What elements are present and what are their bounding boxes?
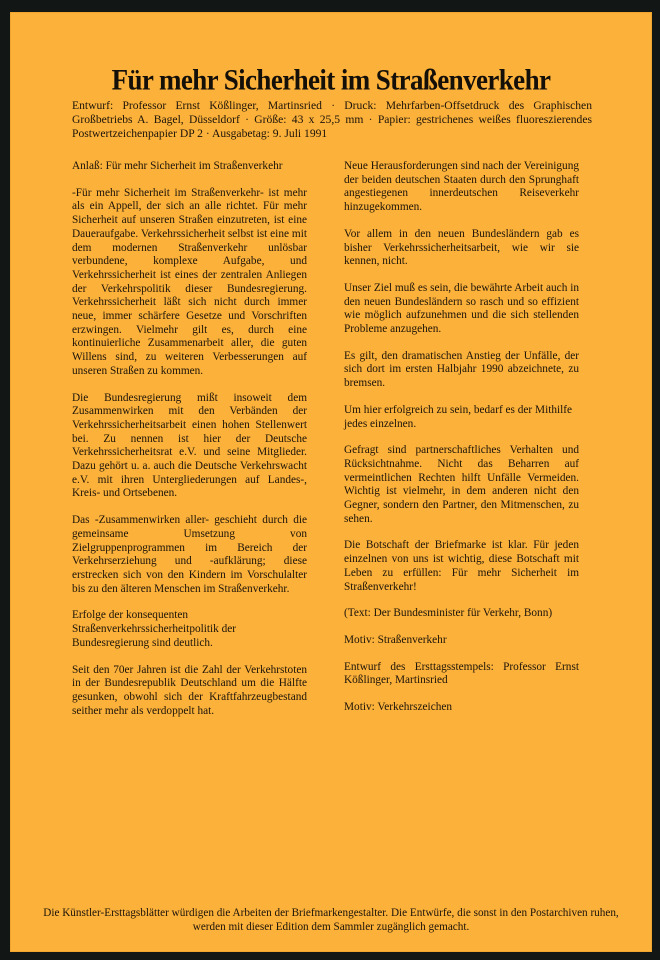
document-sheet [10,12,652,952]
paragraph: Neue Herausforderungen sind nach der Vereinigung der beiden deutschen Staaten durch den Sprunghaft angestiegenen innerdeutschen Reiseverkehr hinzugekommen. [344,160,579,214]
stamp-specifications: Entwurf: Professor Ernst Kößlinger, Martinsried · Druck: Mehrfarben-Offsetdruck des Graphischen Großbetriebs A. Bagel, Düsseldorf · Größe: 43 x 25,5 mm · Papier: gestrichenes weißes fluoreszierendes Postwertzeichenpapier DP 2 · Ausgabetag: 9. Juli 1991 [72,99,592,140]
paragraph: Gefragt sind partnerschaftliches Verhalten und Rücksichtnahme. Nicht das Beharren auf vermeintlichen Rechten hilft Unfälle Vermeiden. Wichtig ist vielmehr, in dem anderen nicht den Gegner, sondern den Partner, den Mitmenschen, zu sehen. [344,444,579,525]
left-column [72,160,307,731]
right-column [344,160,579,728]
paragraph: Erfolge der konsequenten Straßenverkehrssicherheitpolitik der Bundesregierung sind deutlich. [72,609,237,649]
paragraph: Die Bundesregierung mißt insoweit dem Zusammenwirken mit den Verbänden der Verkehrssicherheitsarbeit einen hohen Stellenwert bei. Zu nennen ist hier der Deutsche Verkehrssicherheitsrat e.V. und seine Mitglieder. Dazu gehört u. a. auch die Deutsche Verkehrswacht e.V. mit ihren Untergliederungen auf Landes-, Kreis- und Ortsebenen. [72,391,307,500]
paragraph: Um hier erfolgreich zu sein, bedarf es der Mithilfe jedes einzelnen. [344,403,573,430]
paragraph: Es gilt, den dramatischen Anstieg der Unfälle, der sich dort im ersten Halbjahr 1990 abzeichnete, zu bremsen. [344,349,579,390]
paragraph: Die Botschaft der Briefmarke ist klar. Für jeden einzelnen von uns ist wichtig, diese Botschaft mit Leben zu erfüllen: Für mehr Sicherheit im Straßenverkehr! [344,539,579,593]
paragraph: Vor allem in den neuen Bundesländern gab es bisher Verkehrssicherheitsarbeit, wie wir sie kennen, nicht. [344,227,579,268]
motif-stamp: Motiv: Straßenverkehr [344,633,447,646]
paragraph: -Für mehr Sicherheit im Straßenverkehr- ist mehr als ein Appell, der sich an alle richtet. Für mehr Sicherheit auf unseren Straßen einzutreten, ist eine Daueraufgabe. Verkehrssicherheit selbst ist eine mit dem modernen Straßenverkehr unlösbar verbundene, komplexe Aufgabe, und Verkehrssicherheit ist eines der zentralen Anliegen der Verkehrspolitik dieser Bundesregierung. Verkehrssicherheit läßt sich nicht durch immer neue, immer schärfere Gesetze und Vorschriften erzwingen. Vielmehr gilt es, durch eine kontinuierliche Zusammenarbeit aller, die guten Willens sind, zu weiteren Verbesserungen auf unseren Straßen zu kommen. [72,186,307,377]
occasion-line: Anlaß: Für mehr Sicherheit im Straßenverkehr [72,160,283,172]
footer-note: Die Künstler-Ersttagsblätter würdigen die Arbeiten der Briefmarkengestalter. Die Entwürfe, die sonst in den Postarchiven ruhen, werden mit dieser Edition dem Sammler zugänglich gemacht. [43,907,619,933]
paragraph: Unser Ziel muß es sein, die bewährte Arbeit auch in den neuen Bundesländern so rasch und so effizient wie möglich aufzunehmen und die sich stellenden Probleme anzugehen. [344,281,579,336]
motif-postmark: Motiv: Verkehrszeichen [344,701,453,714]
postmark-design-credit: Entwurf des Ersttagsstempels: Professor Ernst Kößlinger, Martinsried [344,660,579,687]
paragraph: Seit den 70er Jahren ist die Zahl der Verkehrstoten in der Bundesrepublik Deutschland um die Hälfte gesunken, obwohl sich der Kraftfahrzeugbestand seither mehr als verdoppelt hat. [72,663,307,717]
document-title: Für mehr Sicherheit im Straßenverkehr [111,63,551,97]
paragraph: Das -Zusammenwirken aller- geschieht durch die gemeinsame Umsetzung von Zielgruppenprogrammen im Bereich der Verkehrserziehung und -aufklärung; diese erstrecken sich von den Kindern im Vorschulalter bis zu den älteren Menschen im Straßenverkehr. [72,514,307,595]
text-credit: (Text: Der Bundesminister für Verkehr, Bonn) [344,607,553,620]
